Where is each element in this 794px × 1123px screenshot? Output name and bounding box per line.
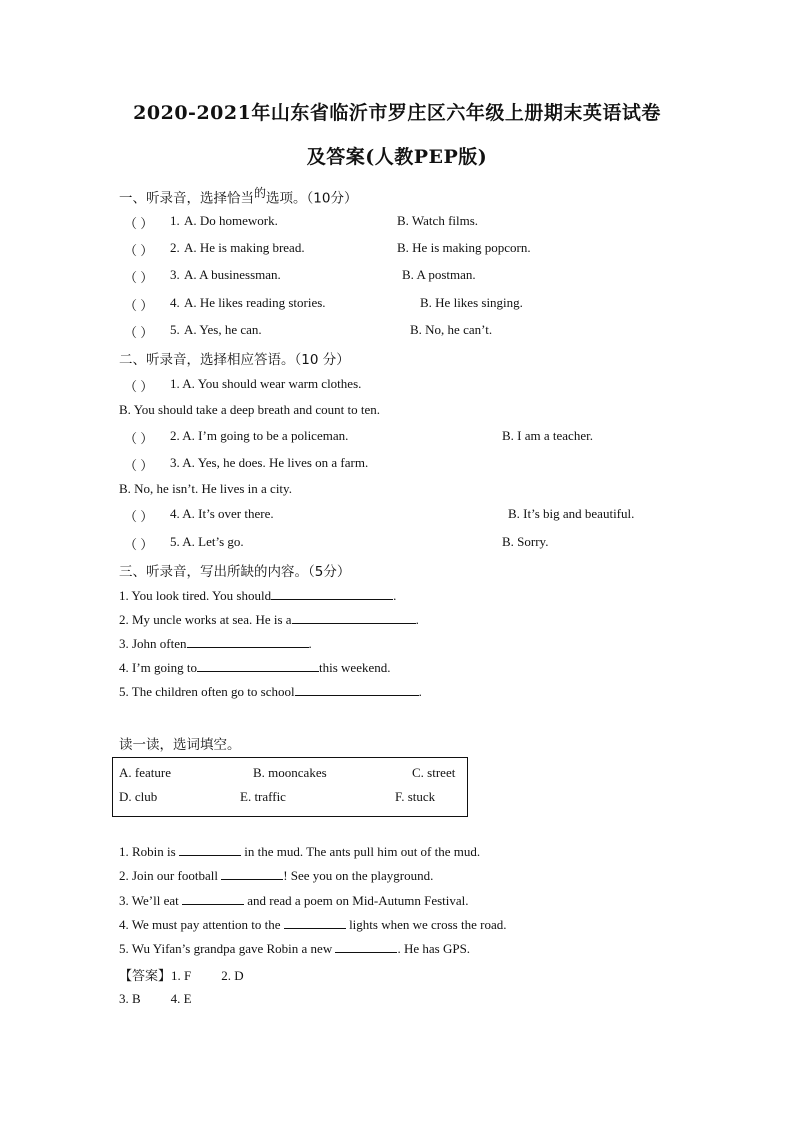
section4-sentence-5: 5. Wu Yifan’s grandpa gave Robin a new . He has GPS. bbox=[119, 941, 471, 956]
section3-line-1: 1. You look tired. You should . bbox=[119, 588, 397, 603]
answer-blank[interactable] bbox=[221, 867, 283, 880]
section4-sentence-1: 1. Robin is in the mud. The ants pull him out of the mud. bbox=[119, 844, 481, 859]
answer-blank[interactable] bbox=[335, 940, 397, 953]
word-option-b: B. mooncakes bbox=[253, 765, 327, 780]
section3-heading: 三、听录音，写出所缺的内容。（5分） bbox=[119, 564, 351, 580]
section2-q4-option-a: 4. A. It’s over there. bbox=[170, 506, 274, 521]
answer-blank[interactable] bbox=[197, 659, 319, 672]
answer-blank[interactable] bbox=[271, 587, 393, 600]
section2-heading: 二、听录音，选择相应答语。（10 分） bbox=[119, 352, 350, 368]
section2-paren-4: （ ） bbox=[124, 509, 154, 524]
word-option-c: C. street bbox=[412, 765, 456, 780]
section2-q1-option-b: B. You should take a deep breath and count to ten. bbox=[119, 402, 381, 417]
answer-label: 【答案】 bbox=[119, 969, 172, 984]
word-option-f: F. stuck bbox=[395, 789, 436, 804]
section2-paren-5: （ ） bbox=[124, 537, 154, 552]
section3-line-2: 2. My uncle works at sea. He is a . bbox=[119, 612, 419, 627]
answer-blank[interactable] bbox=[295, 683, 419, 696]
section4-sentence-4: 4. We must pay attention to the lights when we cross the road. bbox=[119, 917, 507, 932]
section2-paren-3: （ ） bbox=[124, 458, 154, 473]
section2-q2-option-b: B. I am a teacher. bbox=[502, 428, 593, 443]
word-option-a: A. feature bbox=[119, 765, 171, 780]
section4-heading: 读一读，选词填空。 bbox=[119, 737, 241, 753]
page-subtitle: 及答案(人教PEP版) bbox=[306, 146, 488, 168]
section2-q3-option-b: B. No, he isn’t. He lives in a city. bbox=[119, 481, 292, 496]
answer-blank[interactable] bbox=[179, 843, 241, 856]
word-bank-box bbox=[112, 757, 468, 817]
section1-heading: 一、听录音，选择恰当$^的$选项。（10分） bbox=[119, 186, 358, 207]
section2-q4-option-b: B. It’s big and beautiful. bbox=[508, 506, 635, 521]
answer-line-2: 3. B 4. E bbox=[119, 991, 192, 1006]
answer-blank[interactable] bbox=[292, 611, 416, 624]
answer-blank[interactable] bbox=[182, 892, 244, 905]
section3-line-5: 5. The children often go to school . bbox=[119, 684, 422, 699]
section2-q5-option-a: 5. A. Let’s go. bbox=[170, 534, 244, 549]
section4-sentence-3: 3. We’ll eat and read a poem on Mid-Autumn Festival. bbox=[119, 893, 469, 908]
section2-q1-option-a: 1. A. You should wear warm clothes. bbox=[170, 376, 362, 391]
word-option-e: E. traffic bbox=[240, 789, 286, 804]
answer-blank[interactable] bbox=[187, 635, 309, 648]
section2-q3-option-a: 3. A. Yes, he does. He lives on a farm. bbox=[170, 455, 369, 470]
exam-page: 2020-2021年山东省临沂市罗庄区六年级上册期末英语试卷 及答案(人教PEP版) 一、听录音，选择恰当$^的$选项。（10分） （ ） 1. A. Do homework. B. Watch films. （ ） 2. A. He is making bread. B. He is making popcorn. （ ） 3. A. A businessman. B. A postman. （ ） 4. A. He likes reading stories. B. He likes singing. （ ） 5. A. Yes, he can. B. No, he can’t. 二、听录音，选择相应答语。（10 分） （ ） 1. A. You should wear warm clothes. B. You should take a deep breath and count to ten. （ ） 2. A. I’m going to be a policeman. B. I am a teacher. （ ） 3. A. Yes, he does. He lives on a farm. B. No, he isn’t. He lives in a city. （ ） 4. A. It’s over there. B. It’s big and beautiful. （ ） 5. A. Let’s go. B. Sorry. 三、听录音，写出所缺的内容。（5分） 1. You look tired. You should . 2. My uncle works at sea. He is a . 3. John often . 4. I’m going to this weekend. 5. The children often go to school . 读一读，选词填空。 A. feature B. mooncakes C. street D. club E. traffic F. stuck 1. Robin is in the mud. The ants pull him out of the mud. 2. Join our football ! See you on the playground. 3. We’ll eat and read a poem on Mid-Autumn Festival. 4. We must pay attention to the lights when we cross the road. 5. Wu Yifan’s grandpa gave Robin a new . He has GPS. 【答案】1. F 2. D 3. B 4. E bbox=[0, 0, 794, 1123]
section3-line-4: 4. I’m going to this weekend. bbox=[119, 660, 391, 675]
section2-q2-option-a: 2. A. I’m going to be a policeman. bbox=[170, 428, 349, 443]
section2-paren-2: （ ） bbox=[124, 431, 154, 446]
answer-blank[interactable] bbox=[284, 916, 346, 929]
page-title: 2020-2021年山东省临沂市罗庄区六年级上册期末英语试卷 bbox=[133, 102, 661, 124]
section4-sentence-2: 2. Join our football ! See you on the playground. bbox=[119, 868, 434, 883]
answer-line-1: 【答案】1. F 2. D bbox=[119, 968, 244, 984]
section2-q5-option-b: B. Sorry. bbox=[502, 534, 549, 549]
section3-line-3: 3. John often . bbox=[119, 636, 312, 651]
word-option-d: D. club bbox=[119, 789, 158, 804]
section2-paren-1: （ ） bbox=[124, 379, 154, 394]
